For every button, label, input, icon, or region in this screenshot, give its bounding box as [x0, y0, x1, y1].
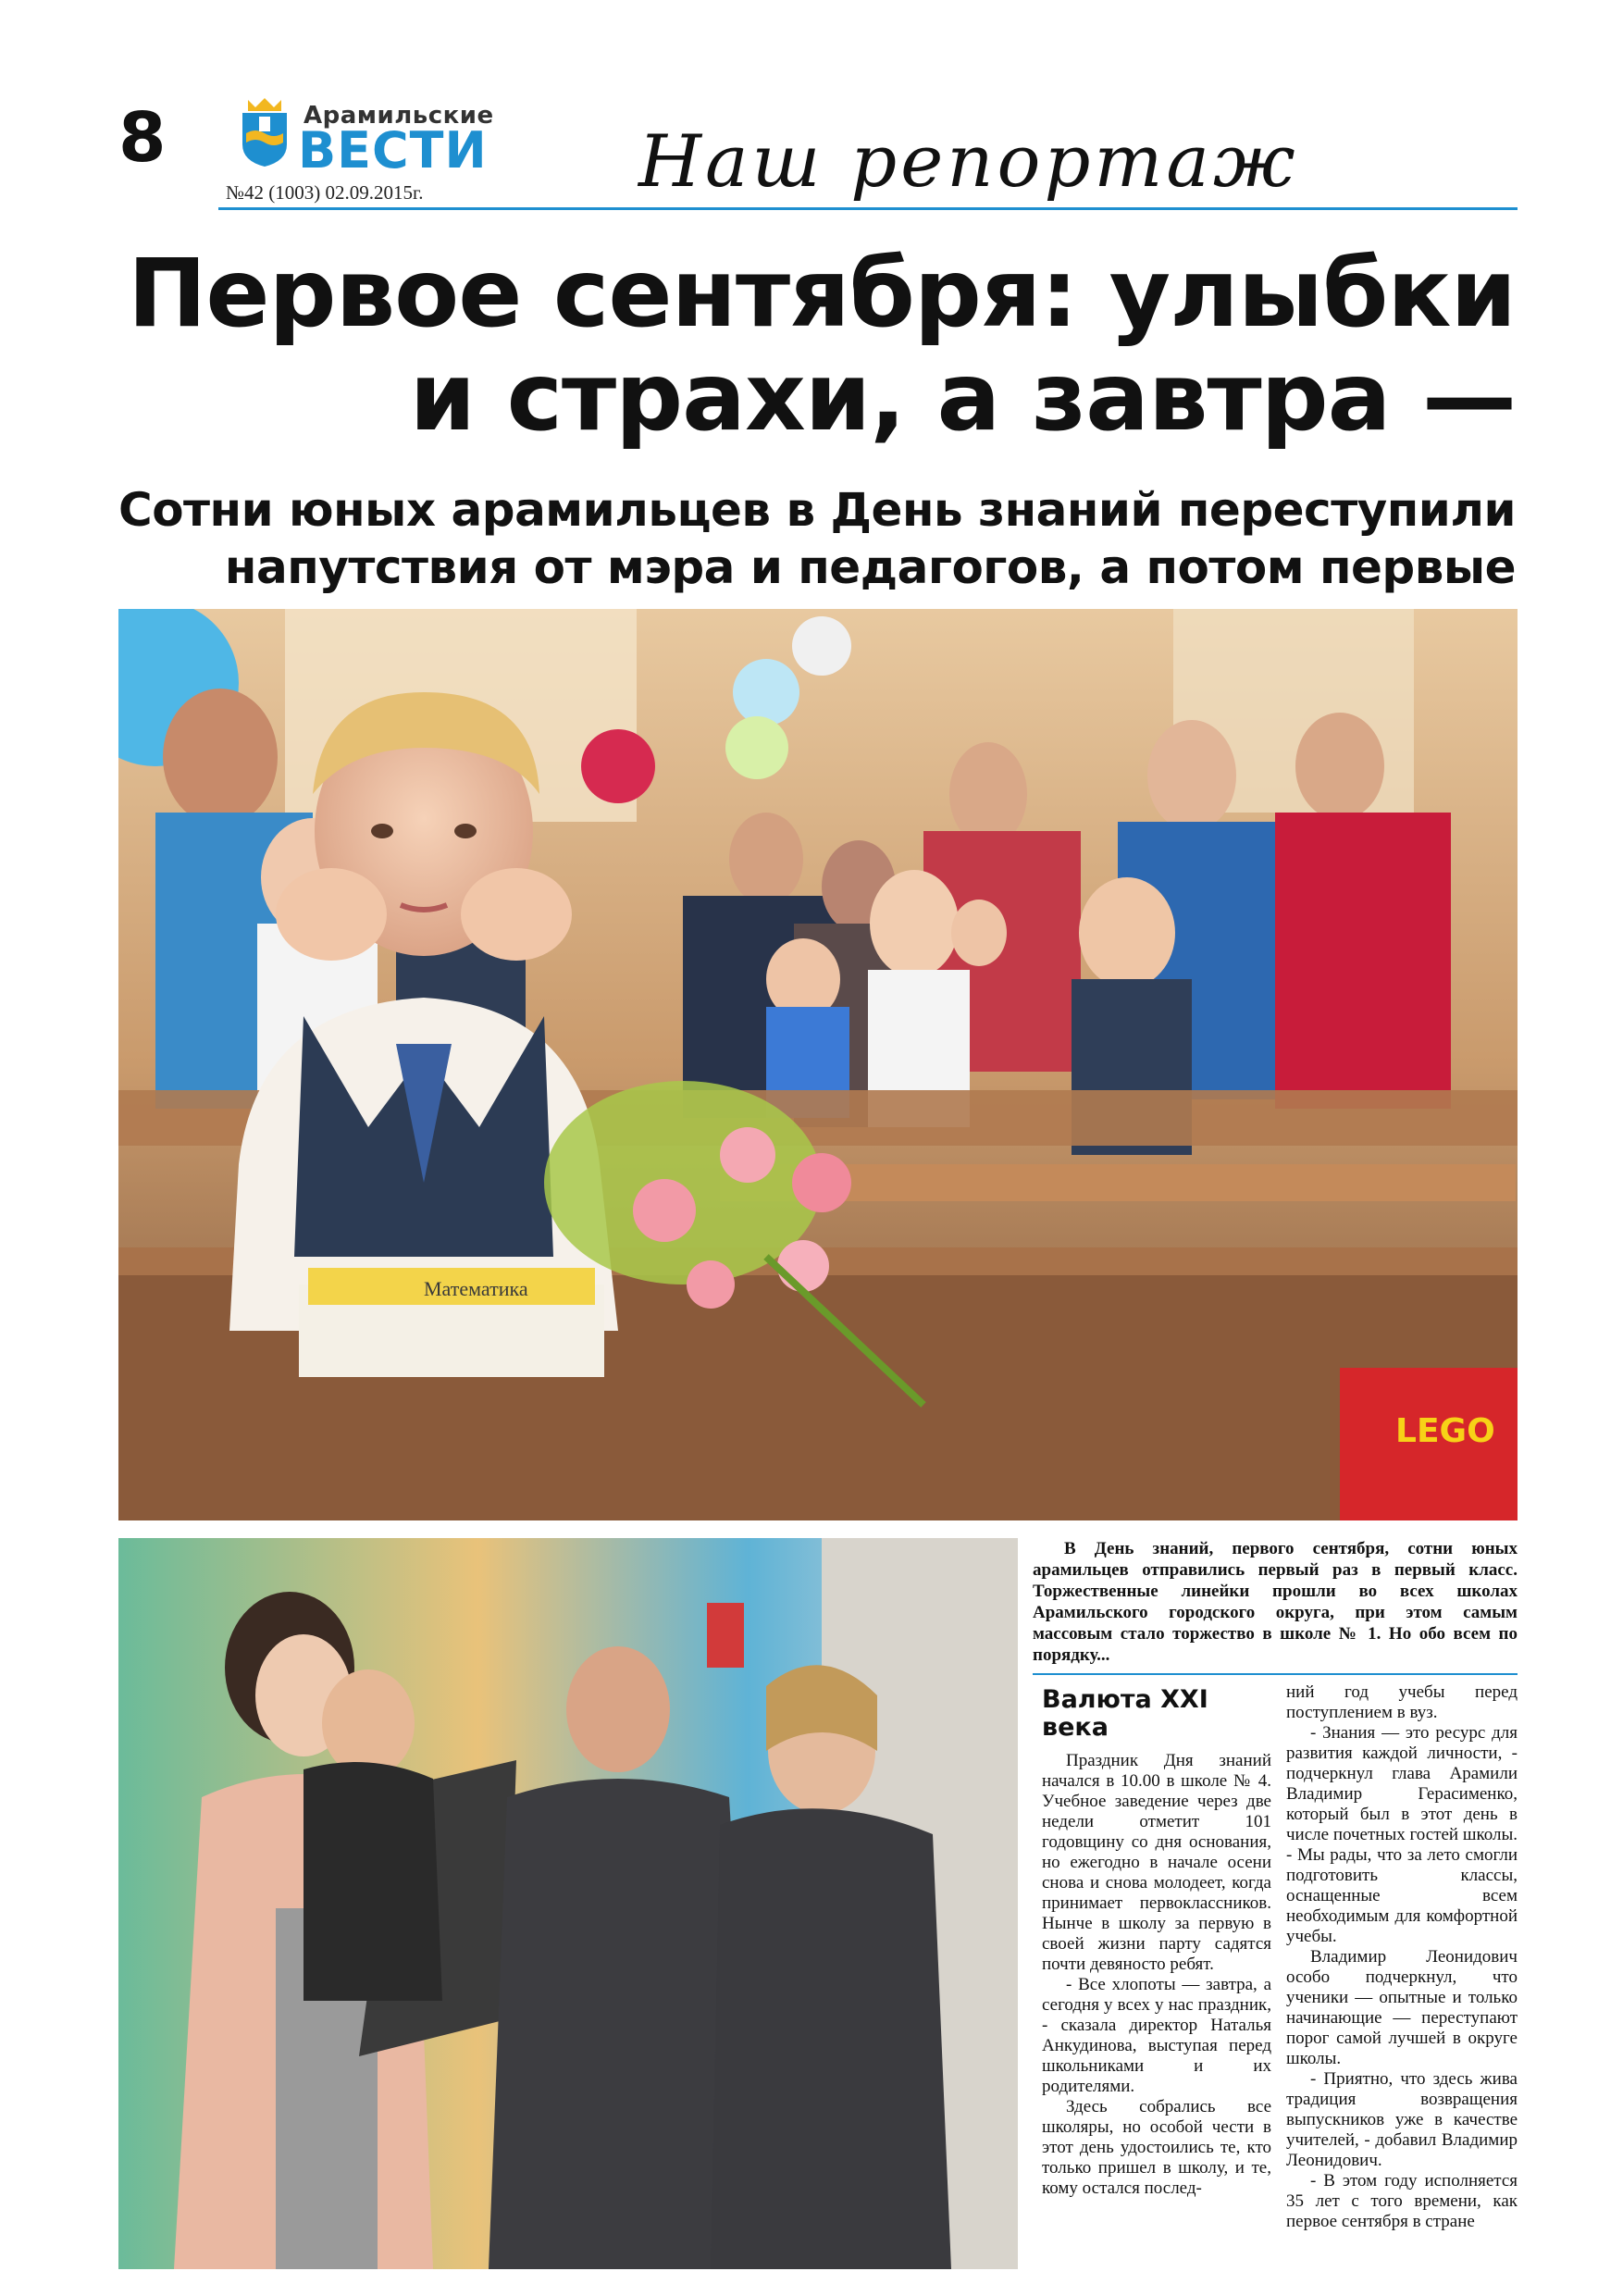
textbook-label: Математика	[424, 1277, 528, 1300]
subheadline	[54, 481, 1516, 596]
headline-line-2: и страхи, а завтра —	[409, 342, 1516, 453]
article-paragraph: Здесь собрались все школяры, но особой чести в этот день удостоились те, кто только пришел в школу, и те, кому остался послед-	[1042, 2097, 1271, 2198]
article-paragraph-continued: ний год учебы перед поступлением в вуз.	[1286, 1682, 1518, 1722]
article-paragraph: - Знания — это ресурс для развития каждой личности, - подчеркнул глава Арамили Владимир Герасименко, который был в этот день в числе почетных гостей школы. - Мы рады, что за лето смогли подготовить классы, оснащенные всем необходимым для комфортной учебы.	[1286, 1723, 1518, 1946]
article-lead: В День знаний, первого сентября, сотни юных арамильцев отправились первый раз в первый класс. Торжественные линейки прошли во всех школах Арамильского городского округа, при этом самым массовым стало торжество в школе № 1. Но обо всем по порядку...	[1033, 1539, 1518, 1665]
article-column-2	[1286, 1682, 1518, 2232]
headline	[72, 239, 1516, 453]
headline-line-1: Первое сентября: улыбки	[128, 239, 1516, 349]
article-paragraph: Праздник Дня знаний начался в 10.00 в школе № 4. Учебное заведение через две недели отметит 101 годовщину со дня основания, но ежегодно в начале осени снова и снова молодеет, когда принимает первоклассников. Нынче в школу за первую в своей жизни парту садятся почти девяносто ребят.	[1042, 1751, 1271, 1974]
logo-top-text: Арамильские	[304, 102, 494, 130]
ceremony-photo	[118, 1538, 1018, 2269]
article-paragraph: Владимир Леонидович особо подчеркнул, что ученики — опытные и только начинающие — переступают порог самой лучшей в округе школы.	[1286, 1947, 1518, 2068]
issue-info: №42 (1003) 02.09.2015г.	[226, 181, 424, 204]
subhead-line-1: Сотни юных арамильцев в День знаний переступили	[118, 483, 1516, 537]
lead-divider	[1033, 1673, 1518, 1675]
logo-main-text: ВЕСТИ	[298, 121, 488, 180]
newspaper-crest-icon	[239, 96, 291, 168]
lego-label: LEGO	[1395, 1412, 1495, 1450]
page-number: 8	[118, 98, 167, 178]
subhead-line-2: напутствия от мэра и педагогов, а потом первые	[224, 540, 1516, 594]
article-column-1	[1042, 1682, 1271, 2199]
article-paragraph: - В этом году исполняется 35 лет с того времени, как первое сентября в стране	[1286, 2171, 1518, 2231]
article-paragraph: - Приятно, что здесь жива традиция возвращения выпускников уже в качестве учителей, - добавил Владимир Леонидович.	[1286, 2069, 1518, 2170]
main-photo	[118, 609, 1518, 1520]
header-divider	[218, 207, 1518, 210]
article-subtitle: Валюта XXI века	[1042, 1685, 1208, 1742]
section-title: Наш репортаж	[638, 120, 1299, 204]
article-paragraph: - Все хлопоты — завтра, а сегодня у всех у нас праздник, - сказала директор Наталья Анкудинова, выступая перед школьниками и их родителями.	[1042, 1975, 1271, 2096]
